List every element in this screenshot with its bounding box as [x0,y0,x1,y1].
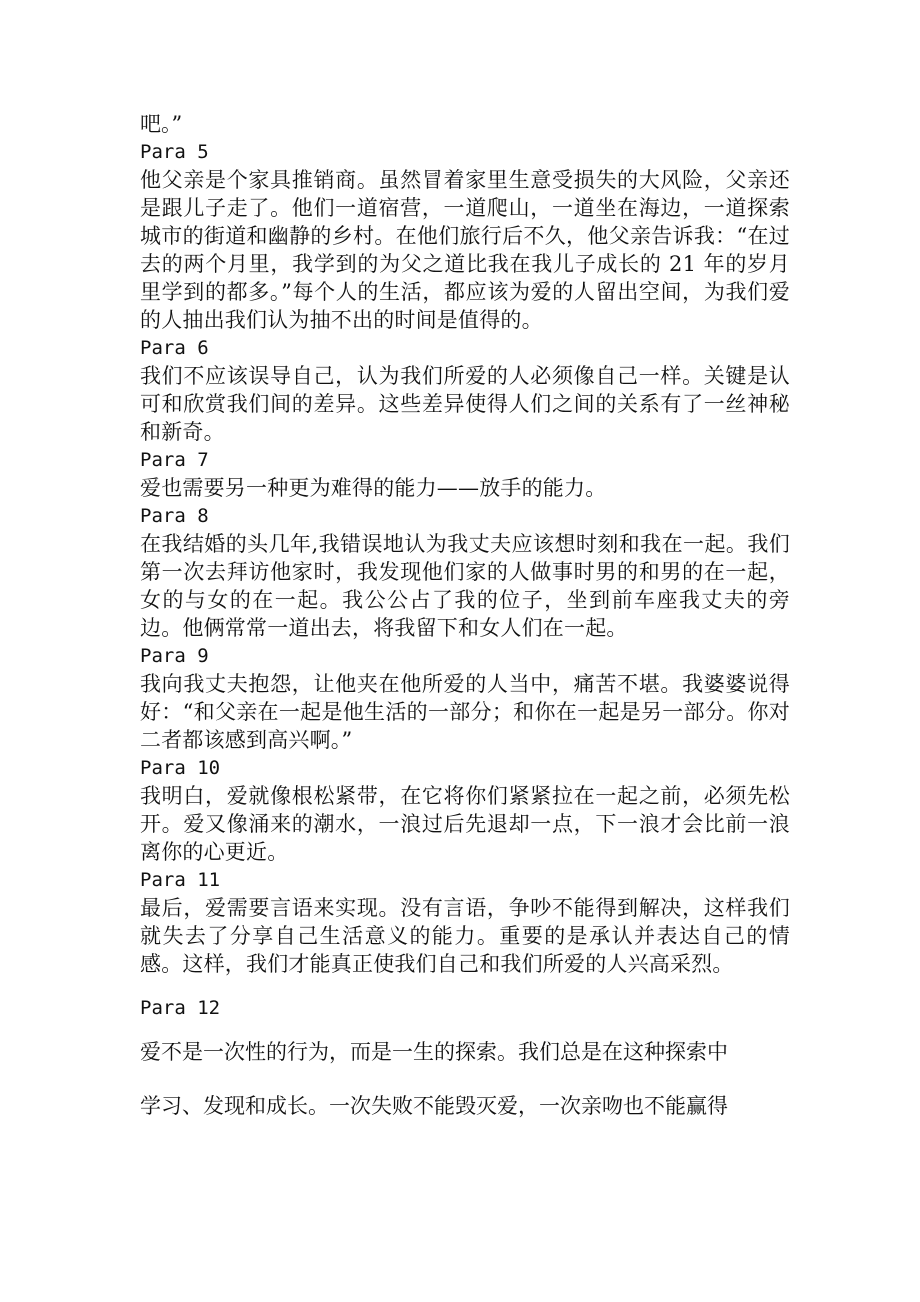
paragraph-text: 我向我丈夫抱怨，让他夹在他所爱的人当中，痛苦不堪。我婆婆说得好：“和父亲在一起是他生活的一部分；和你在一起是另一部分。你对二者都该感到高兴啊。” [140,672,790,752]
paragraph-text: 在我结婚的头几年,我错误地认为我丈夫应该想时刻和我在一起。我们第一次去拜访他家时，我发现他们家的人做事时男的和男的在一起，女的与女的在一起。我公公占了我的位子，坐到前车座我丈夫的旁边。他俩常常一道出去，将我留下和女人们在一起。 [140,532,790,640]
paragraph-label: Para 12 [140,997,221,1019]
paragraph-label: Para 9 [140,645,209,667]
paragraph-6 [140,334,790,446]
paragraph-label: Para 11 [140,869,221,891]
paragraph-label: Para 7 [140,449,209,471]
paragraph-text: 他父亲是个家具推销商。虽然冒着家里生意受损失的大风险，父亲还是跟儿子走了。他们一道宿营，一道爬山，一道坐在海边，一道探索城市的街道和幽静的乡村。在他们旅行后不久，他父亲告诉我：“在过去的两个月里，我学到的为父之道比我在我儿子成长的 21 年的岁月里学到的都多。”每个人的生活，都应该为爱的人留出空间，为我们爱的人抽出我们认为抽不出的时间是值得的。 [140,168,790,332]
paragraph-7 [140,446,790,502]
text-line: 爱不是一次性的行为，而是一生的探索。我们总是在这种探索中 [140,1040,728,1064]
paragraph-text: 爱也需要另一种更为难得的能力——放手的能力。 [140,476,607,500]
paragraph-label: Para 8 [140,505,209,527]
paragraph-5 [140,138,790,334]
document-body [140,110,790,1146]
paragraph-label: Para 5 [140,141,209,163]
paragraph-text [140,1038,790,1120]
continued-text: 吧。” [140,112,183,136]
paragraph-9 [140,642,790,754]
paragraph-text: 最后，爱需要言语来实现。没有言语，争吵不能得到解决，这样我们就失去了分享自己生活意义的能力。重要的是承认并表达自己的情感。这样，我们才能真正使我们自己和我们所爱的人兴高采烈。 [140,896,790,976]
paragraph-12 [140,994,790,1120]
text-line: 学习、发现和成长。一次失败不能毁灭爱，一次亲吻也不能赢得 [140,1094,728,1118]
paragraph-label: Para 10 [140,757,221,779]
paragraph-8 [140,502,790,642]
paragraph-label: Para 6 [140,337,209,359]
paragraph-10 [140,754,790,866]
paragraph-text: 我明白，爱就像根松紧带，在它将你们紧紧拉在一起之前，必须先松开。爱又像涌来的潮水，一浪过后先退却一点，下一浪才会比前一浪离你的心更近。 [140,784,790,864]
paragraph-text: 我们不应该误导自己，认为我们所爱的人必须像自己一样。关键是认可和欣赏我们间的差异。这些差异使得人们之间的关系有了一丝神秘和新奇。 [140,364,790,444]
paragraph-11 [140,866,790,978]
